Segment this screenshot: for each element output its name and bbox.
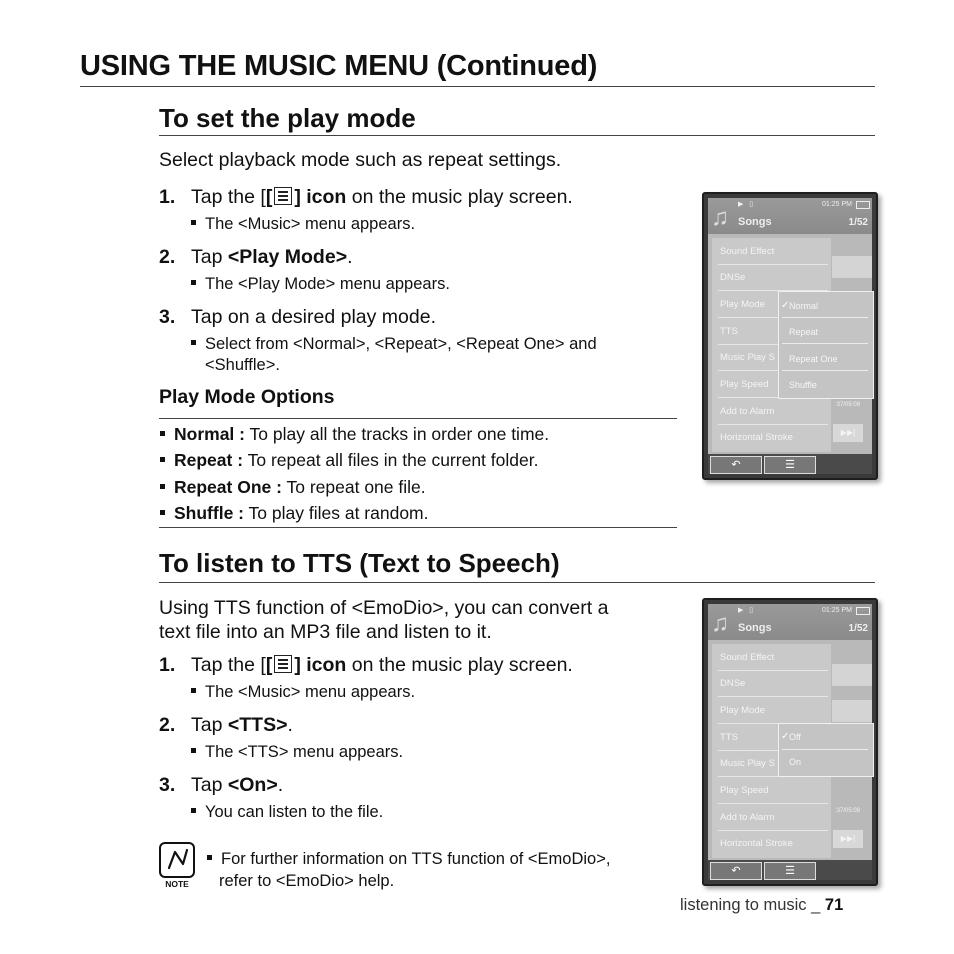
options-title: Play Mode Options	[159, 386, 335, 408]
back-button[interactable]: ↶	[710, 862, 762, 880]
page-title: USING THE MUSIC MENU (Continued)	[80, 50, 598, 82]
section1-step1: 1. Tap the [[ ] icon on the music play screen.	[159, 186, 573, 208]
submenu-on[interactable]: On	[789, 757, 802, 767]
menu-item-sound-effect[interactable]: Sound Effect	[720, 246, 775, 257]
section1-step1-bullet: The <Music> menu appears.	[191, 214, 415, 235]
menu-item-horizontal-stroke[interactable]: Horizontal Stroke	[720, 838, 793, 849]
fast-forward-icon: ▶▶|	[833, 830, 863, 848]
submenu-normal[interactable]: ✓ Normal	[789, 301, 818, 311]
menu-item-horizontal-stroke[interactable]: Horizontal Stroke	[720, 432, 793, 443]
menu-item-add-to-alarm[interactable]: Add to Alarm	[720, 406, 775, 417]
section2-step3: 3. Tap <On>.	[159, 774, 284, 796]
section2-step1-bullet: The <Music> menu appears.	[191, 682, 415, 703]
section2-rule	[159, 582, 875, 583]
menu-item-music-play-screen[interactable]: Music Play S	[720, 758, 775, 769]
menu-icon	[274, 187, 292, 205]
menu-icon	[274, 655, 292, 673]
section2-intro: Using TTS function of <EmoDio>, you can convert a text file into an MP3 file and listen to it.	[159, 597, 609, 643]
menu-item-sound-effect[interactable]: Sound Effect	[720, 652, 775, 663]
section1-title: To set the play mode	[159, 103, 416, 133]
music-note-icon: ♫	[711, 610, 729, 637]
note-text: For further information on TTS function of <EmoDio>, refer to <EmoDio> help.	[207, 848, 610, 892]
menu-item-dnse[interactable]: DNSe	[720, 678, 746, 689]
menu-item-play-speed[interactable]: Play Speed	[720, 785, 769, 796]
note-icon	[159, 842, 195, 878]
section2-title: To listen to TTS (Text to Speech)	[159, 548, 560, 578]
options-top-rule	[159, 418, 677, 419]
option-repeat: Repeat : To repeat all files in the current folder.	[160, 450, 538, 471]
tts-submenu	[778, 723, 874, 777]
section2-step3-bullet: You can listen to the file.	[191, 802, 383, 823]
fast-forward-icon: ▶▶|	[833, 424, 863, 442]
device-screen-play-mode: ♫ ▶ ▯ 01:25 PM Songs 1/52 :37/05:09 ▶▶| Sound Effect DNSe Play Mode TTS Music Play S Play Speed Add to Alarm Horizontal Stroke ✓ Normal Repeat Repeat One Shuffle ↶ ☰	[702, 192, 878, 480]
section2-step2: 2. Tap <TTS>.	[159, 714, 293, 736]
menu-item-tts[interactable]: TTS	[720, 732, 738, 743]
music-note-icon: ♫	[711, 204, 729, 231]
submenu-repeat-one[interactable]: Repeat One	[789, 354, 838, 364]
options-bottom-rule	[159, 527, 677, 528]
option-normal: Normal : To play all the tracks in order one time.	[160, 424, 549, 445]
submenu-off[interactable]: ✓ Off	[789, 732, 801, 742]
menu-button[interactable]: ☰	[764, 456, 816, 474]
menu-item-play-mode[interactable]: Play Mode	[720, 299, 765, 310]
battery-icon	[856, 201, 870, 209]
section2-step1: 1. Tap the [[ ] icon on the music play screen.	[159, 654, 573, 676]
back-button[interactable]: ↶	[710, 456, 762, 474]
section1-intro: Select playback mode such as repeat settings.	[159, 149, 562, 171]
menu-item-add-to-alarm[interactable]: Add to Alarm	[720, 812, 775, 823]
menu-item-tts[interactable]: TTS	[720, 326, 738, 337]
section1-step3-bullet: Select from <Normal>, <Repeat>, <Repeat One> and <Shuffle>.	[191, 334, 597, 376]
device-screen-tts: ♫ ▶ ▯ 01:25 PM Songs 1/52 :37/05:09 ▶▶| Sound Effect DNSe Play Mode TTS Music Play S Play Speed Add to Alarm Horizontal Stroke ✓ Off On ↶ ☰	[702, 598, 878, 886]
section2-step2-bullet: The <TTS> menu appears.	[191, 742, 403, 763]
menu-button[interactable]: ☰	[764, 862, 816, 880]
battery-icon	[856, 607, 870, 615]
page-footer: listening to music _ 71	[680, 896, 844, 914]
section1-step2-bullet: The <Play Mode> menu appears.	[191, 274, 450, 295]
play-icon: ▶ ▯	[738, 607, 754, 614]
menu-item-play-speed[interactable]: Play Speed	[720, 379, 769, 390]
play-mode-submenu	[778, 291, 874, 399]
submenu-repeat[interactable]: Repeat	[789, 327, 819, 337]
section1-step3: 3. Tap on a desired play mode.	[159, 306, 436, 328]
section1-step2: 2. Tap <Play Mode>.	[159, 246, 353, 268]
menu-item-play-mode[interactable]: Play Mode	[720, 705, 765, 716]
submenu-shuffle[interactable]: Shuffle	[789, 380, 817, 390]
option-repeat-one: Repeat One : To repeat one file.	[160, 477, 426, 498]
menu-item-dnse[interactable]: DNSe	[720, 272, 746, 283]
section1-rule	[159, 135, 875, 136]
play-icon: ▶ ▯	[738, 201, 754, 208]
note-label: NOTE	[165, 879, 189, 889]
menu-item-music-play-screen[interactable]: Music Play S	[720, 352, 775, 363]
title-rule	[80, 86, 875, 87]
option-shuffle: Shuffle : To play files at random.	[160, 503, 429, 524]
